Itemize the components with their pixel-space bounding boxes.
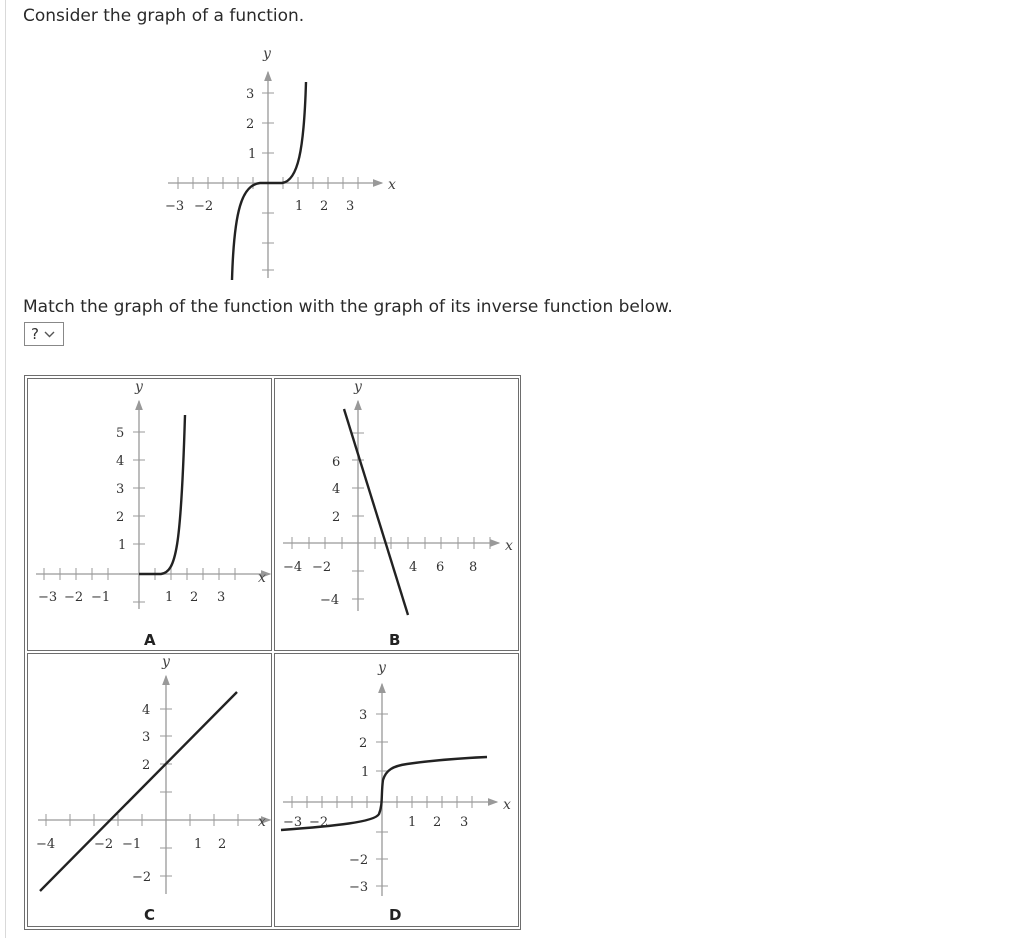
function-curve [232, 82, 306, 280]
x-tick-label: −3 [38, 590, 58, 605]
choice-label: A [144, 631, 156, 649]
main-function-graph [150, 40, 410, 290]
x-tick-label: 2 [320, 199, 329, 214]
y-tick-label: 2 [332, 510, 341, 525]
y-axis-label: y [354, 379, 362, 395]
y-axis-label: y [263, 46, 271, 62]
intro-text: Consider the graph of a function. [23, 6, 305, 26]
y-tick-label: −3 [349, 880, 369, 895]
y-tick-label: 2 [116, 510, 125, 525]
x-tick-label: −4 [36, 837, 56, 852]
choice-c [27, 653, 272, 927]
x-tick-label: 2 [190, 590, 199, 605]
y-tick-label: 3 [142, 730, 151, 745]
y-tick-label: 6 [332, 455, 341, 470]
y-tick-label: 1 [118, 538, 127, 553]
x-tick-label: 1 [295, 199, 304, 214]
choice-d [274, 653, 519, 927]
x-tick-label: −4 [283, 560, 303, 575]
x-tick-label: −2 [309, 815, 329, 830]
y-tick-label: 5 [116, 426, 125, 441]
curve-a [139, 415, 185, 574]
x-tick-label: −2 [64, 590, 84, 605]
y-tick-label: −2 [132, 870, 152, 885]
choice-label: B [389, 631, 401, 649]
x-axis-label: x [388, 177, 396, 193]
y-axis-label: y [135, 379, 143, 395]
choice-b [274, 378, 519, 651]
y-tick-label: 3 [359, 708, 368, 723]
y-axis-label: y [378, 660, 386, 676]
y-tick-label: 2 [142, 758, 151, 773]
x-axis-label: x [503, 797, 511, 813]
x-tick-label: 2 [433, 815, 442, 830]
x-axis-label: x [505, 538, 513, 554]
choice-a [27, 378, 272, 651]
y-tick-label: −4 [320, 593, 340, 608]
y-tick-label: 3 [246, 87, 255, 102]
x-tick-label: 3 [346, 199, 355, 214]
y-tick-label: 4 [142, 703, 151, 718]
y-tick-label: 4 [116, 454, 125, 469]
x-tick-label: 4 [409, 560, 418, 575]
x-tick-label: −2 [94, 837, 114, 852]
answer-select[interactable] [24, 322, 64, 346]
x-tick-label: −3 [283, 815, 303, 830]
line-b [344, 409, 408, 615]
x-tick-label: −2 [312, 560, 332, 575]
x-tick-label: 1 [165, 590, 174, 605]
y-tick-label: 4 [332, 482, 341, 497]
x-tick-label: 2 [218, 837, 227, 852]
x-tick-label: 1 [194, 837, 203, 852]
x-tick-label: 3 [460, 815, 469, 830]
line-c [40, 692, 237, 891]
instruction-text: Match the graph of the function with the graph of its inverse function below. [23, 297, 673, 317]
x-tick-label: −2 [194, 199, 214, 214]
y-axis-label: y [162, 654, 170, 670]
answer-choices-grid [24, 375, 521, 930]
y-tick-label: 3 [116, 482, 125, 497]
left-border [5, 0, 6, 938]
x-axis-label: x [258, 570, 266, 586]
choice-label: C [144, 906, 156, 924]
y-tick-label: 2 [359, 736, 368, 751]
y-tick-label: 1 [248, 147, 257, 162]
x-tick-label: 1 [408, 815, 417, 830]
x-tick-label: 8 [469, 560, 478, 575]
chevron-down-icon [44, 331, 55, 338]
x-tick-label: −3 [165, 199, 185, 214]
answer-select-value: ? [31, 325, 39, 343]
x-tick-label: 6 [436, 560, 445, 575]
y-tick-label: 2 [246, 117, 255, 132]
x-tick-label: −1 [122, 837, 142, 852]
y-tick-label: 1 [361, 765, 370, 780]
y-tick-label: −2 [349, 853, 369, 868]
x-tick-label: 3 [217, 590, 226, 605]
x-axis-label: x [258, 814, 266, 830]
x-tick-label: −1 [91, 590, 111, 605]
choice-label: D [389, 906, 402, 924]
